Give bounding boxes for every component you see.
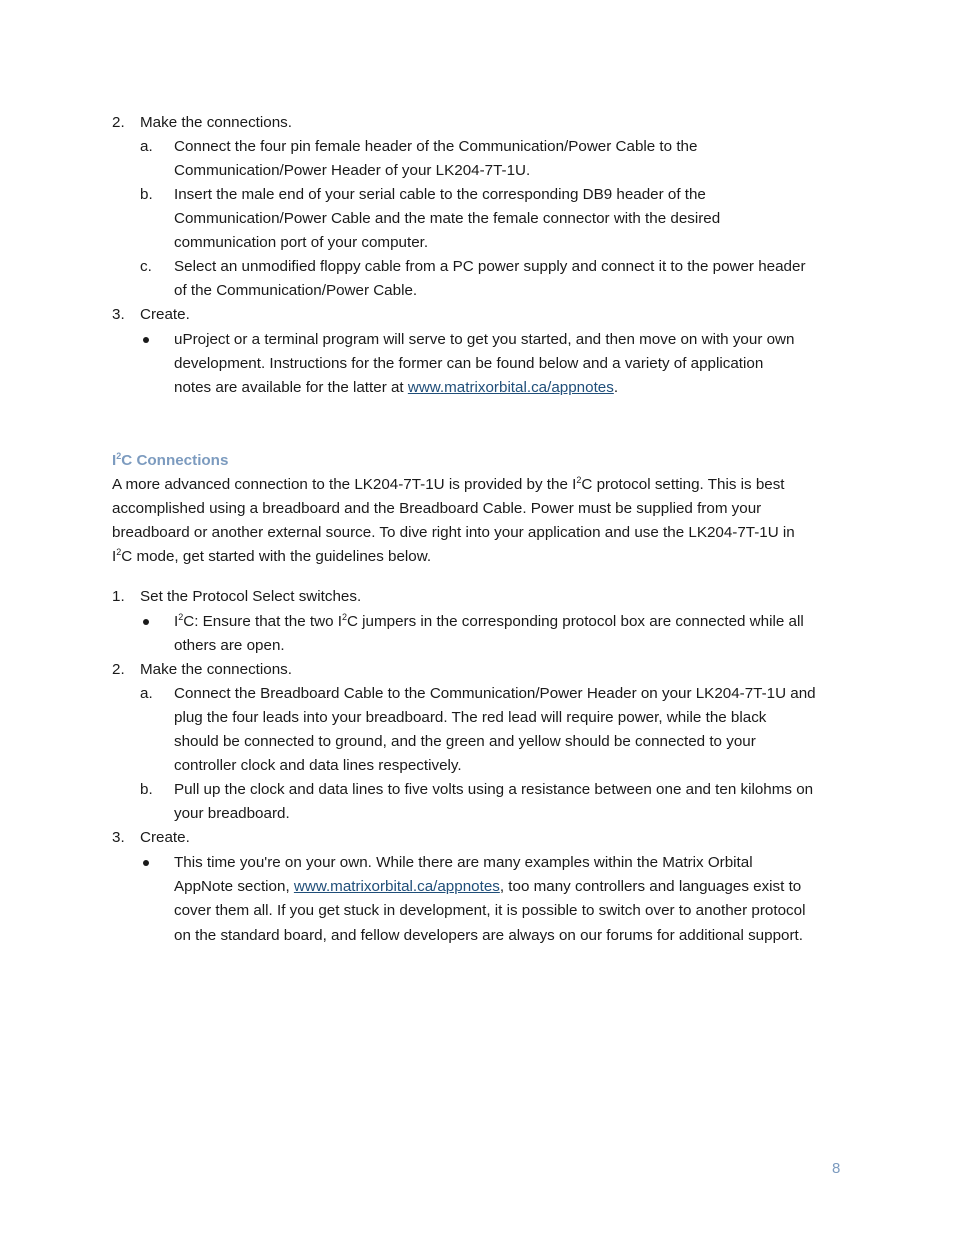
superscript: 2 <box>576 475 582 485</box>
superscript: 2 <box>116 547 122 557</box>
step-text: Create. <box>140 829 190 846</box>
substep-text: controller clock and data lines respectively. <box>174 757 462 774</box>
step-text: Set the Protocol Select switches. <box>140 588 362 605</box>
text-fragment: C jumpers in the corresponding protocol box are connected while all <box>346 613 804 630</box>
substep-text: plug the four leads into your breadboard. The red lead will require power, while the black <box>174 709 767 726</box>
bullet-icon <box>143 337 149 343</box>
paragraph-line: breadboard or another external source. To dive right into your application and use the LK204-7T-1U in <box>112 524 795 541</box>
appnotes-link[interactable]: www.matrixorbital.ca/appnotes <box>407 379 614 396</box>
text-fragment: , too many controllers and languages exist to <box>499 878 802 895</box>
superscript: 2 <box>341 612 347 622</box>
text-fragment: C: Ensure that the two I <box>183 613 342 630</box>
step-text: Create. <box>140 306 190 323</box>
page-number: 8 <box>832 1160 841 1177</box>
step-number: 3. <box>112 829 125 846</box>
substep-text: Connect the Breadboard Cable to the Communication/Power Header on your LK204-7T-1U and <box>174 685 816 702</box>
paragraph-line: accomplished using a breadboard and the Breadboard Cable. Power must be supplied from your <box>112 500 762 517</box>
text-fragment: A more advanced connection to the LK204-7T-1U is provided by the I <box>112 476 577 493</box>
substep-text: should be connected to ground, and the green and yellow should be connected to your <box>174 733 756 750</box>
substep-text: of the Communication/Power Cable. <box>174 282 418 299</box>
substep-text: Insert the male end of your serial cable to the corresponding DB9 header of the <box>174 186 706 203</box>
step-number: 1. <box>112 588 125 605</box>
substep-text: your breadboard. <box>174 805 290 822</box>
text-fragment: I <box>174 613 179 630</box>
bullet-text-line <box>174 376 618 400</box>
step-number: 3. <box>112 306 125 323</box>
substep-letter: a. <box>140 138 153 155</box>
substep-text: Connect the four pin female header of the Communication/Power Cable to the <box>174 138 698 155</box>
step-text: Make the connections. <box>140 661 292 678</box>
text-fragment: AppNote section, <box>174 878 294 895</box>
paragraph-line <box>112 545 431 569</box>
substep-letter: c. <box>140 258 152 275</box>
paragraph-line <box>112 473 785 497</box>
substep-letter: b. <box>140 186 153 203</box>
step-text: Make the connections. <box>140 114 292 131</box>
substep-text: Communication/Power Header of your LK204-7T-1U. <box>174 162 531 179</box>
substep-text: communication port of your computer. <box>174 234 429 251</box>
bullet-text: cover them all. If you get stuck in development, it is possible to switch over to another protocol <box>174 902 806 919</box>
bullet-text-line <box>174 610 804 634</box>
bullet-text: on the standard board, and fellow developers are always on our forums for additional support. <box>174 927 803 944</box>
text-fragment: notes are available for the latter at <box>174 379 408 396</box>
text-fragment: C protocol setting. This is best <box>581 476 785 493</box>
superscript: 2 <box>178 612 184 622</box>
appnotes-link[interactable]: www.matrixorbital.ca/appnotes <box>293 878 500 895</box>
substep-text: Pull up the clock and data lines to five volts using a resistance between one and ten kilohms on <box>174 781 814 798</box>
bullet-text: development. Instructions for the former can be found below and a variety of application <box>174 355 764 372</box>
bullet-text: This time you're on your own. While there are many examples within the Matrix Orbital <box>174 854 753 871</box>
bullet-text: uProject or a terminal program will serve to get you started, and then move on with your own <box>174 331 795 348</box>
bullet-text-line <box>174 875 801 899</box>
text-fragment: C Connections <box>121 452 229 469</box>
substep-text: Select an unmodified floppy cable from a PC power supply and connect it to the power header <box>174 258 806 275</box>
text-fragment: I <box>112 548 117 565</box>
bullet-icon <box>143 619 149 625</box>
text-fragment: I <box>112 452 117 469</box>
text-fragment: C mode, get started with the guidelines below. <box>121 548 432 565</box>
superscript: 2 <box>116 451 122 461</box>
bullet-icon <box>143 860 149 866</box>
text-fragment: . <box>613 379 619 396</box>
substep-text: Communication/Power Cable and the mate the female connector with the desired <box>174 210 721 227</box>
bullet-text: others are open. <box>174 637 285 654</box>
step-number: 2. <box>112 661 125 678</box>
section-heading <box>112 449 228 473</box>
substep-letter: a. <box>140 685 153 702</box>
substep-letter: b. <box>140 781 153 798</box>
step-number: 2. <box>112 114 125 131</box>
